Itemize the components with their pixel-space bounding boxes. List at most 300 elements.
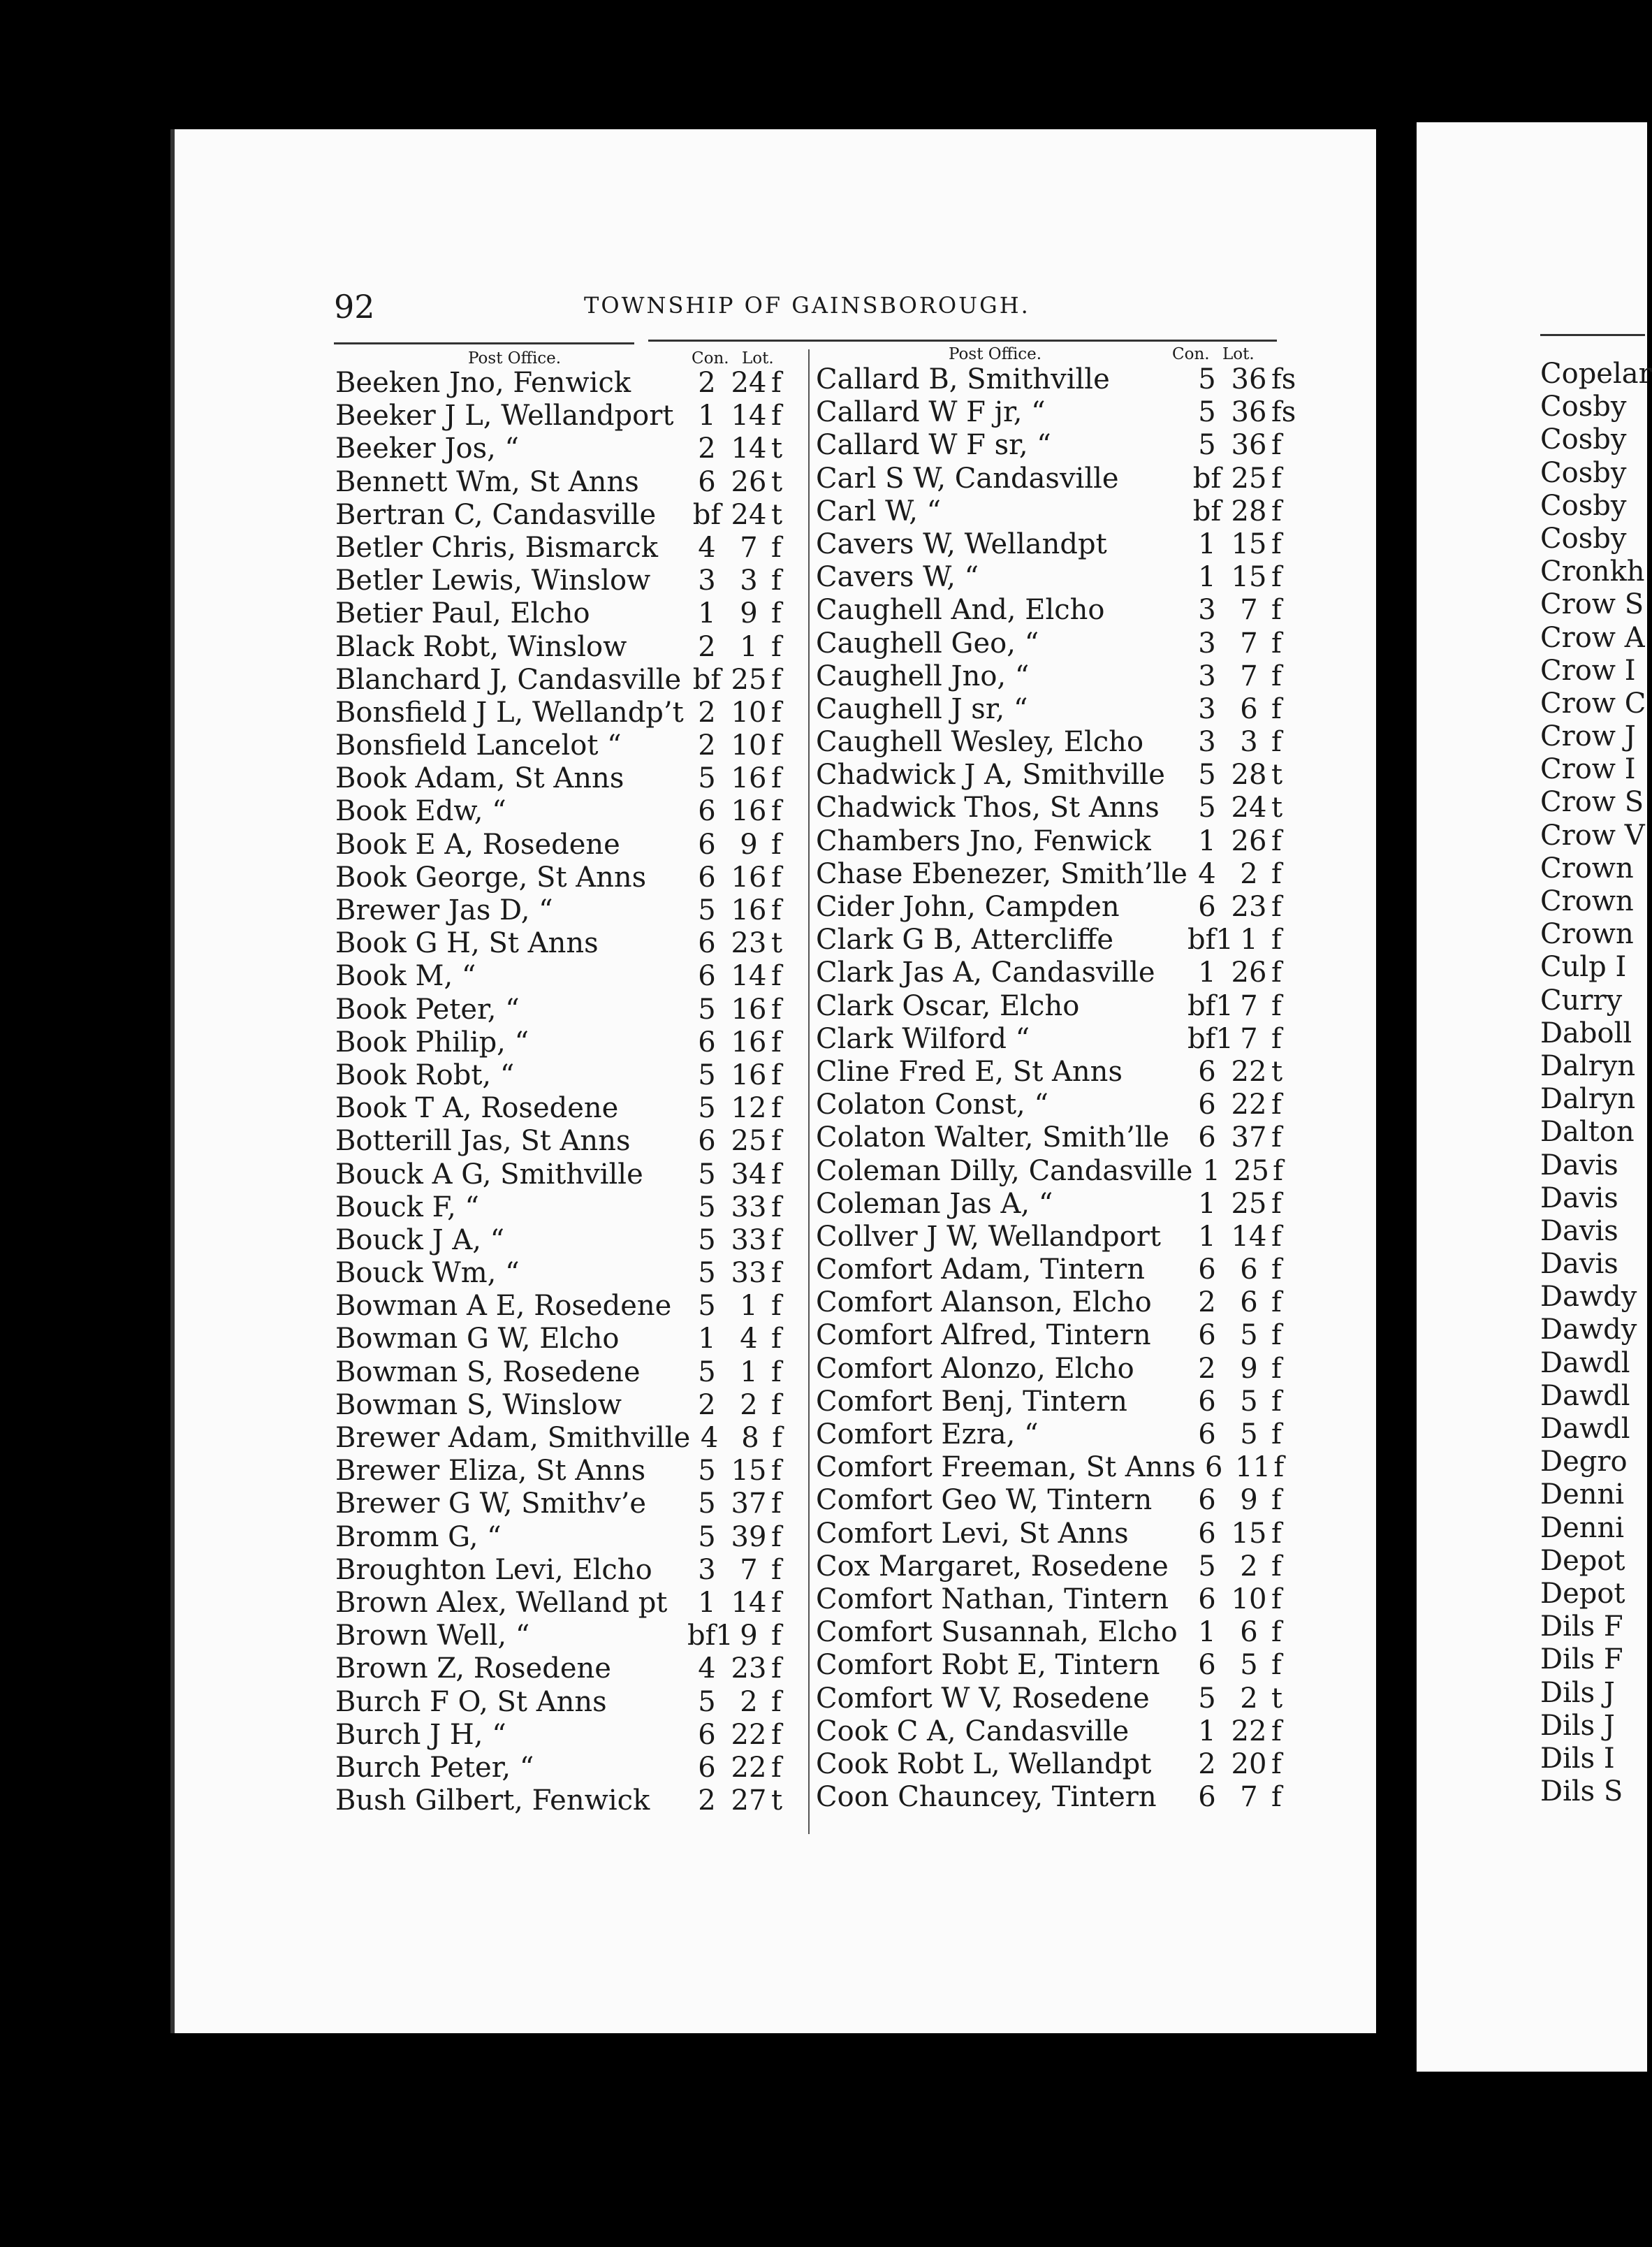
entry-lot: 15 bbox=[1231, 528, 1267, 560]
entry-lot: 39 bbox=[731, 1520, 767, 1553]
entry-tenure: f bbox=[1271, 824, 1282, 857]
entry-tenure: t bbox=[771, 1784, 783, 1817]
entry-name: Brewer Adam, Smithville bbox=[335, 1422, 691, 1454]
directory-entry bbox=[816, 1353, 1305, 1386]
entry-tenure: f bbox=[1271, 1286, 1282, 1319]
entry-lot: 2 bbox=[1240, 857, 1258, 890]
entry-name: Cline Fred E, St Anns bbox=[816, 1055, 1123, 1088]
entry-tenure: f bbox=[771, 1092, 782, 1125]
right-page-entry: Depot bbox=[1540, 1544, 1625, 1577]
entry-name: Betler Lewis, Winslow bbox=[335, 565, 651, 597]
entry-name: Comfort Alonzo, Elcho bbox=[816, 1352, 1134, 1385]
entry-concession: 2 bbox=[698, 1388, 716, 1421]
directory-entry bbox=[335, 927, 805, 960]
entry-tenure: f bbox=[1271, 726, 1282, 759]
entry-lot: 9 bbox=[1240, 1352, 1258, 1385]
entry-tenure: f bbox=[771, 1488, 782, 1520]
entry-concession: bf bbox=[692, 663, 722, 696]
entry-name: Book Adam, St Anns bbox=[335, 762, 624, 795]
entry-tenure: f bbox=[771, 1751, 782, 1784]
entry-lot: 26 bbox=[1231, 824, 1267, 857]
right-page-entry: Crown bbox=[1540, 885, 1634, 917]
entry-tenure: f bbox=[1271, 957, 1282, 989]
directory-entry bbox=[816, 858, 1305, 891]
entry-name: Caughell Jno, “ bbox=[816, 660, 1030, 692]
entry-name: Bromm G, “ bbox=[335, 1520, 502, 1553]
entry-tenure: f bbox=[771, 993, 782, 1026]
entry-tenure: f bbox=[771, 630, 782, 663]
entry-lot: 16 bbox=[731, 894, 767, 926]
entry-lot: 28 bbox=[1231, 495, 1267, 528]
entry-name: Chadwick J A, Smithville bbox=[816, 759, 1165, 792]
right-page-entry: Davis bbox=[1540, 1181, 1618, 1214]
entry-concession: 3 bbox=[1198, 726, 1216, 759]
entry-lot: 25 bbox=[731, 1125, 767, 1158]
entry-name: Coleman Jas A, “ bbox=[816, 1187, 1053, 1220]
entry-concession: 4 bbox=[698, 531, 716, 564]
header-rule-mid bbox=[648, 340, 1277, 342]
directory-entry bbox=[816, 1056, 1305, 1089]
entry-tenure: f bbox=[1271, 1121, 1282, 1154]
entry-concession: 6 bbox=[1198, 1781, 1216, 1814]
right-page-entry: Cosby bbox=[1540, 456, 1627, 489]
entry-concession: 6 bbox=[1205, 1451, 1223, 1484]
entry-tenure: f bbox=[771, 795, 782, 828]
entry-lot: 36 bbox=[1231, 396, 1267, 429]
entry-name: Brewer Eliza, St Anns bbox=[335, 1455, 646, 1488]
entry-concession: 6 bbox=[698, 927, 716, 960]
directory-entry bbox=[816, 363, 1305, 396]
entry-tenure: f bbox=[771, 367, 782, 399]
entry-name: Book G H, St Anns bbox=[335, 927, 599, 960]
entry-tenure: f bbox=[1271, 1220, 1282, 1253]
directory-entry bbox=[335, 1026, 805, 1059]
entry-tenure: f bbox=[771, 1191, 782, 1223]
directory-entry bbox=[335, 367, 805, 400]
entry-concession: 1 bbox=[1198, 1220, 1216, 1253]
directory-entry bbox=[335, 1422, 805, 1455]
directory-entry bbox=[335, 1620, 805, 1652]
directory-entry bbox=[816, 1155, 1305, 1188]
right-page-entry: Dawdl bbox=[1540, 1413, 1630, 1445]
entry-name: Comfort W V, Rosedene bbox=[816, 1682, 1150, 1715]
entry-tenure: f bbox=[771, 1685, 782, 1718]
entry-lot: 9 bbox=[740, 828, 758, 861]
right-page-entry: Dils F bbox=[1540, 1643, 1623, 1676]
directory-entry bbox=[816, 1089, 1305, 1121]
entry-concession: 5 bbox=[698, 1092, 716, 1125]
entry-lot: 16 bbox=[731, 1059, 767, 1091]
entry-concession: 2 bbox=[698, 630, 716, 663]
entry-name: Bouck Wm, “ bbox=[335, 1257, 520, 1290]
directory-entry bbox=[816, 1583, 1305, 1616]
directory-entry bbox=[335, 1784, 805, 1817]
entry-concession: 5 bbox=[1198, 1550, 1216, 1583]
entry-tenure: f bbox=[1271, 1089, 1282, 1121]
directory-entry bbox=[816, 1188, 1305, 1221]
entry-lot: 37 bbox=[1231, 1121, 1267, 1154]
entry-concession: 6 bbox=[1198, 1121, 1216, 1154]
entry-name: Burch J H, “ bbox=[335, 1718, 506, 1751]
directory-entry bbox=[335, 400, 805, 432]
directory-entry bbox=[335, 1092, 805, 1125]
entry-lot: 14 bbox=[731, 432, 767, 465]
entry-tenure: t bbox=[771, 927, 783, 960]
entry-tenure: f bbox=[771, 1290, 782, 1323]
right-page-entry: Dalryn bbox=[1540, 1049, 1636, 1082]
right-page-entry: Dawdy bbox=[1540, 1281, 1637, 1314]
entry-tenure: f bbox=[1271, 692, 1282, 725]
entry-concession: 1 bbox=[1198, 1187, 1216, 1220]
entry-lot: 9 bbox=[740, 597, 758, 630]
right-page-entry: Crow S bbox=[1540, 588, 1644, 621]
entry-name: Comfort Alfred, Tintern bbox=[816, 1319, 1151, 1352]
entry-tenure: fs bbox=[1271, 396, 1296, 429]
entry-concession: 2 bbox=[698, 367, 716, 399]
directory-entry bbox=[335, 994, 805, 1026]
entry-name: Comfort Robt E, Tintern bbox=[816, 1649, 1160, 1682]
directory-entry bbox=[816, 990, 1305, 1023]
entry-lot: 7 bbox=[740, 1553, 758, 1586]
entry-concession: bf1 bbox=[1187, 924, 1234, 957]
entry-name: Caughell And, Elcho bbox=[816, 594, 1105, 627]
directory-entry bbox=[816, 1682, 1305, 1715]
entry-tenure: f bbox=[1271, 989, 1282, 1022]
entry-name: Brewer G W, Smithv’e bbox=[335, 1488, 647, 1520]
entry-lot: 8 bbox=[741, 1422, 759, 1454]
directory-entry bbox=[335, 664, 805, 697]
entry-concession: 6 bbox=[698, 960, 716, 993]
page-number: 92 bbox=[334, 288, 375, 326]
entry-name: Coon Chauncey, Tintern bbox=[816, 1781, 1157, 1814]
entry-name: Betier Paul, Elcho bbox=[335, 597, 590, 630]
entry-name: Beeker J L, Wellandport bbox=[335, 400, 674, 432]
entry-tenure: f bbox=[1271, 1319, 1282, 1352]
entry-concession: 5 bbox=[698, 1059, 716, 1091]
directory-entry bbox=[816, 1221, 1305, 1253]
entry-concession: 1 bbox=[1198, 1616, 1216, 1649]
entry-tenure: f bbox=[1271, 627, 1282, 660]
right-page-entry: Dils J bbox=[1540, 1709, 1615, 1742]
entry-name: Comfort Nathan, Tintern bbox=[816, 1583, 1169, 1615]
entry-name: Book Peter, “ bbox=[335, 993, 520, 1026]
directory-entry bbox=[335, 795, 805, 828]
entry-concession: 6 bbox=[1198, 1319, 1216, 1352]
entry-tenure: f bbox=[1273, 1154, 1283, 1187]
directory-entry bbox=[816, 1616, 1305, 1649]
directory-entry bbox=[335, 1125, 805, 1158]
entry-tenure: t bbox=[1271, 759, 1283, 792]
entry-tenure: f bbox=[1273, 1451, 1285, 1484]
header-con-left: Con. bbox=[692, 349, 729, 368]
entry-lot: 22 bbox=[731, 1718, 767, 1751]
directory-entry bbox=[335, 697, 805, 729]
entry-lot: 24 bbox=[731, 367, 767, 399]
entry-tenure: f bbox=[1271, 1616, 1282, 1649]
entry-name: Comfort Freeman, St Anns bbox=[816, 1451, 1196, 1484]
entry-concession: 1 bbox=[1198, 528, 1216, 560]
entry-tenure: f bbox=[1271, 891, 1282, 923]
entry-lot: 12 bbox=[731, 1092, 767, 1125]
directory-entry bbox=[335, 1191, 805, 1224]
directory-entry bbox=[335, 1686, 805, 1719]
entry-lot: 1 bbox=[740, 630, 758, 663]
directory-entry bbox=[335, 729, 805, 762]
directory-entry bbox=[335, 1323, 805, 1355]
entry-name: Caughell Geo, “ bbox=[816, 627, 1039, 660]
header-lot-mid: Lot. bbox=[1222, 345, 1255, 363]
entry-name: Cavers W, Wellandpt bbox=[816, 528, 1107, 560]
right-page-entry: Crow S bbox=[1540, 786, 1644, 819]
entry-name: Colaton Walter, Smith’lle bbox=[816, 1121, 1170, 1154]
entry-lot: 2 bbox=[1240, 1682, 1258, 1715]
entry-concession: bf bbox=[692, 498, 722, 531]
entry-lot: 25 bbox=[1231, 1187, 1267, 1220]
right-page-entry: Dalton bbox=[1540, 1116, 1635, 1149]
directory-entry bbox=[335, 894, 805, 927]
entry-tenure: f bbox=[1271, 1418, 1282, 1450]
entry-name: Brown Alex, Welland pt bbox=[335, 1586, 668, 1619]
entry-tenure: f bbox=[1271, 1747, 1282, 1780]
entry-name: Bouck J A, “ bbox=[335, 1223, 505, 1256]
directory-entry bbox=[335, 1587, 805, 1620]
entry-lot: 14 bbox=[1231, 1220, 1267, 1253]
entry-name: Callard W F sr, “ bbox=[816, 429, 1051, 462]
entry-name: Bonsfield J L, Wellandp’t bbox=[335, 696, 684, 729]
entry-name: Caughell Wesley, Elcho bbox=[816, 726, 1144, 759]
entry-tenure: f bbox=[772, 1422, 783, 1454]
entry-concession: 1 bbox=[698, 1323, 716, 1355]
entry-concession: 6 bbox=[698, 1026, 716, 1059]
entry-concession: 6 bbox=[1198, 1089, 1216, 1121]
header-con-mid: Con. bbox=[1172, 345, 1210, 363]
entry-tenure: t bbox=[771, 498, 783, 531]
entry-tenure: t bbox=[771, 432, 783, 465]
entry-concession: 6 bbox=[698, 828, 716, 861]
entry-lot: 7 bbox=[1240, 1022, 1258, 1055]
directory-entry bbox=[816, 1518, 1305, 1550]
entry-concession: 6 bbox=[1198, 1583, 1216, 1615]
directory-entry bbox=[335, 1488, 805, 1520]
entry-concession: 6 bbox=[698, 795, 716, 828]
entry-name: Callard W F jr, “ bbox=[816, 396, 1046, 429]
entry-lot: 10 bbox=[731, 696, 767, 729]
directory-entry bbox=[335, 1356, 805, 1389]
entry-lot: 26 bbox=[1231, 957, 1267, 989]
entry-lot: 6 bbox=[1240, 1253, 1258, 1286]
entry-tenure: f bbox=[771, 696, 782, 729]
entry-name: Comfort Levi, St Anns bbox=[816, 1517, 1129, 1550]
entry-name: Burch F O, St Anns bbox=[335, 1685, 607, 1718]
entry-name: Betler Chris, Bismarck bbox=[335, 531, 658, 564]
directory-entry bbox=[816, 891, 1305, 924]
entry-lot: 24 bbox=[1231, 792, 1267, 824]
entry-concession: 5 bbox=[698, 993, 716, 1026]
entry-concession: 6 bbox=[698, 1718, 716, 1751]
right-page-entry: Denni bbox=[1540, 1511, 1625, 1544]
entry-tenure: f bbox=[1271, 1550, 1282, 1583]
directory-entry bbox=[335, 1652, 805, 1685]
entry-concession: 5 bbox=[1198, 396, 1216, 429]
entry-name: Carl S W, Candasville bbox=[816, 462, 1119, 495]
entry-lot: 6 bbox=[1240, 692, 1258, 725]
entry-name: Clark Oscar, Elcho bbox=[816, 989, 1080, 1022]
right-page-entry: Cosby bbox=[1540, 423, 1627, 456]
directory-entry bbox=[335, 532, 805, 565]
entry-tenure: f bbox=[771, 1059, 782, 1091]
entry-concession: 6 bbox=[1198, 1385, 1216, 1418]
entry-name: Book E A, Rosedene bbox=[335, 828, 620, 861]
directory-entry bbox=[816, 1649, 1305, 1682]
right-page-entry: Crow C bbox=[1540, 687, 1646, 720]
entry-concession: 2 bbox=[698, 432, 716, 465]
entry-concession: 3 bbox=[1198, 692, 1216, 725]
entry-concession: 1 bbox=[1198, 561, 1216, 594]
right-page-entry: Davis bbox=[1540, 1149, 1618, 1181]
entry-lot: 22 bbox=[1231, 1055, 1267, 1088]
entry-lot: 5 bbox=[1240, 1649, 1258, 1682]
entry-tenure: f bbox=[771, 1026, 782, 1059]
entry-tenure: f bbox=[771, 1125, 782, 1158]
entry-concession: 1 bbox=[1202, 1154, 1220, 1187]
right-page-entry: Cronkh bbox=[1540, 555, 1645, 588]
entry-tenure: f bbox=[771, 1553, 782, 1586]
entry-lot: 26 bbox=[731, 465, 767, 498]
entry-tenure: f bbox=[771, 1388, 782, 1421]
entry-lot: 1 bbox=[740, 1355, 758, 1388]
directory-entry bbox=[816, 429, 1305, 462]
directory-entry bbox=[816, 495, 1305, 528]
left-column bbox=[335, 367, 805, 1817]
entry-tenure: f bbox=[1271, 1649, 1282, 1682]
entry-lot: 23 bbox=[731, 1652, 767, 1685]
directory-entry bbox=[335, 631, 805, 664]
entry-concession: 1 bbox=[698, 400, 716, 432]
entry-tenure: f bbox=[771, 1323, 782, 1355]
entry-concession: 5 bbox=[698, 894, 716, 926]
directory-entry bbox=[816, 561, 1305, 594]
entry-lot: 16 bbox=[731, 795, 767, 828]
entry-tenure: f bbox=[1271, 1781, 1282, 1814]
entry-concession: 5 bbox=[698, 1520, 716, 1553]
entry-lot: 2 bbox=[740, 1685, 758, 1718]
right-page-entry: Depot bbox=[1540, 1577, 1625, 1610]
right-page-entry: Cosby bbox=[1540, 391, 1627, 423]
entry-name: Clark Jas A, Candasville bbox=[816, 957, 1155, 989]
entry-name: Callard B, Smithville bbox=[816, 363, 1110, 395]
entry-concession: 5 bbox=[698, 762, 716, 795]
entry-tenure: f bbox=[1271, 924, 1282, 957]
right-page-entry: Davis bbox=[1540, 1214, 1618, 1247]
entry-concession: 5 bbox=[1198, 363, 1216, 395]
entry-name: Book T A, Rosedene bbox=[335, 1092, 619, 1125]
entry-lot: 33 bbox=[731, 1191, 767, 1223]
entry-tenure: f bbox=[1271, 561, 1282, 594]
entry-lot: 10 bbox=[1231, 1583, 1267, 1615]
directory-entry bbox=[335, 1158, 805, 1191]
entry-lot: 34 bbox=[731, 1158, 767, 1191]
entry-tenure: t bbox=[1271, 792, 1283, 824]
entry-concession: 4 bbox=[1198, 857, 1216, 890]
entry-concession: 5 bbox=[698, 1290, 716, 1323]
entry-concession: 1 bbox=[698, 597, 716, 630]
entry-concession: 5 bbox=[698, 1455, 716, 1488]
entry-lot: 25 bbox=[1231, 462, 1267, 495]
directory-entry bbox=[816, 1550, 1305, 1583]
directory-entry bbox=[335, 861, 805, 894]
entry-tenure: f bbox=[1271, 528, 1282, 560]
directory-entry bbox=[816, 1286, 1305, 1319]
entry-name: Burch Peter, “ bbox=[335, 1751, 534, 1784]
entry-lot: 1 bbox=[740, 1290, 758, 1323]
page-title: TOWNSHIP OF GAINSBOROUGH. bbox=[584, 292, 1030, 319]
entry-tenure: f bbox=[771, 894, 782, 926]
entry-lot: 5 bbox=[1240, 1319, 1258, 1352]
entry-concession: 6 bbox=[698, 1751, 716, 1784]
entry-concession: bf1 bbox=[687, 1620, 733, 1652]
entry-name: Comfort Adam, Tintern bbox=[816, 1253, 1145, 1286]
entry-name: Black Robt, Winslow bbox=[335, 630, 627, 663]
entry-name: Collver J W, Wellandport bbox=[816, 1220, 1161, 1253]
entry-concession: 5 bbox=[698, 1223, 716, 1256]
entry-tenure: f bbox=[771, 1355, 782, 1388]
entry-tenure: f bbox=[771, 1223, 782, 1256]
entry-lot: 16 bbox=[731, 1026, 767, 1059]
entry-concession: 2 bbox=[698, 1784, 716, 1817]
entry-lot: 16 bbox=[731, 861, 767, 894]
entry-name: Beeker Jos, “ bbox=[335, 432, 520, 465]
entry-name: Cook Robt L, Wellandpt bbox=[816, 1747, 1152, 1780]
directory-entry bbox=[335, 1224, 805, 1257]
entry-tenure: f bbox=[771, 565, 782, 597]
entry-lot: 33 bbox=[731, 1257, 767, 1290]
right-page-entry: Cosby bbox=[1540, 522, 1627, 555]
entry-tenure: f bbox=[1271, 857, 1282, 890]
entry-name: Brewer Jas D, “ bbox=[335, 894, 553, 926]
right-page-entry: Crown bbox=[1540, 918, 1634, 951]
entry-tenure: f bbox=[771, 729, 782, 762]
right-page-entry: Crow J bbox=[1540, 720, 1636, 753]
entry-name: Bennett Wm, St Anns bbox=[335, 465, 639, 498]
entry-concession: 5 bbox=[698, 1488, 716, 1520]
entry-tenure: f bbox=[1271, 1715, 1282, 1747]
directory-entry bbox=[816, 660, 1305, 693]
directory-entry bbox=[335, 960, 805, 993]
entry-concession: 6 bbox=[1198, 1484, 1216, 1517]
entry-lot: 10 bbox=[731, 729, 767, 762]
entry-lot: 14 bbox=[731, 400, 767, 432]
entry-lot: 36 bbox=[1231, 363, 1267, 395]
entry-concession: 5 bbox=[1198, 792, 1216, 824]
entry-name: Cox Margaret, Rosedene bbox=[816, 1550, 1169, 1583]
right-page-entry: Crow I bbox=[1540, 753, 1636, 786]
directory-entry bbox=[816, 1781, 1305, 1814]
entry-name: Cider John, Campden bbox=[816, 891, 1120, 923]
entry-lot: 7 bbox=[1240, 1781, 1258, 1814]
directory-entry bbox=[816, 726, 1305, 759]
entry-tenure: f bbox=[771, 1652, 782, 1685]
entry-concession: 3 bbox=[1198, 627, 1216, 660]
directory-entry bbox=[335, 565, 805, 597]
entry-lot: 7 bbox=[1240, 594, 1258, 627]
directory-entry bbox=[335, 1257, 805, 1290]
entry-concession: bf bbox=[1192, 495, 1222, 528]
entry-lot: 15 bbox=[1231, 1517, 1267, 1550]
entry-concession: 2 bbox=[1198, 1352, 1216, 1385]
entry-tenure: f bbox=[771, 762, 782, 795]
entry-concession: 4 bbox=[700, 1422, 719, 1454]
entry-name: Cook C A, Candasville bbox=[816, 1715, 1130, 1747]
